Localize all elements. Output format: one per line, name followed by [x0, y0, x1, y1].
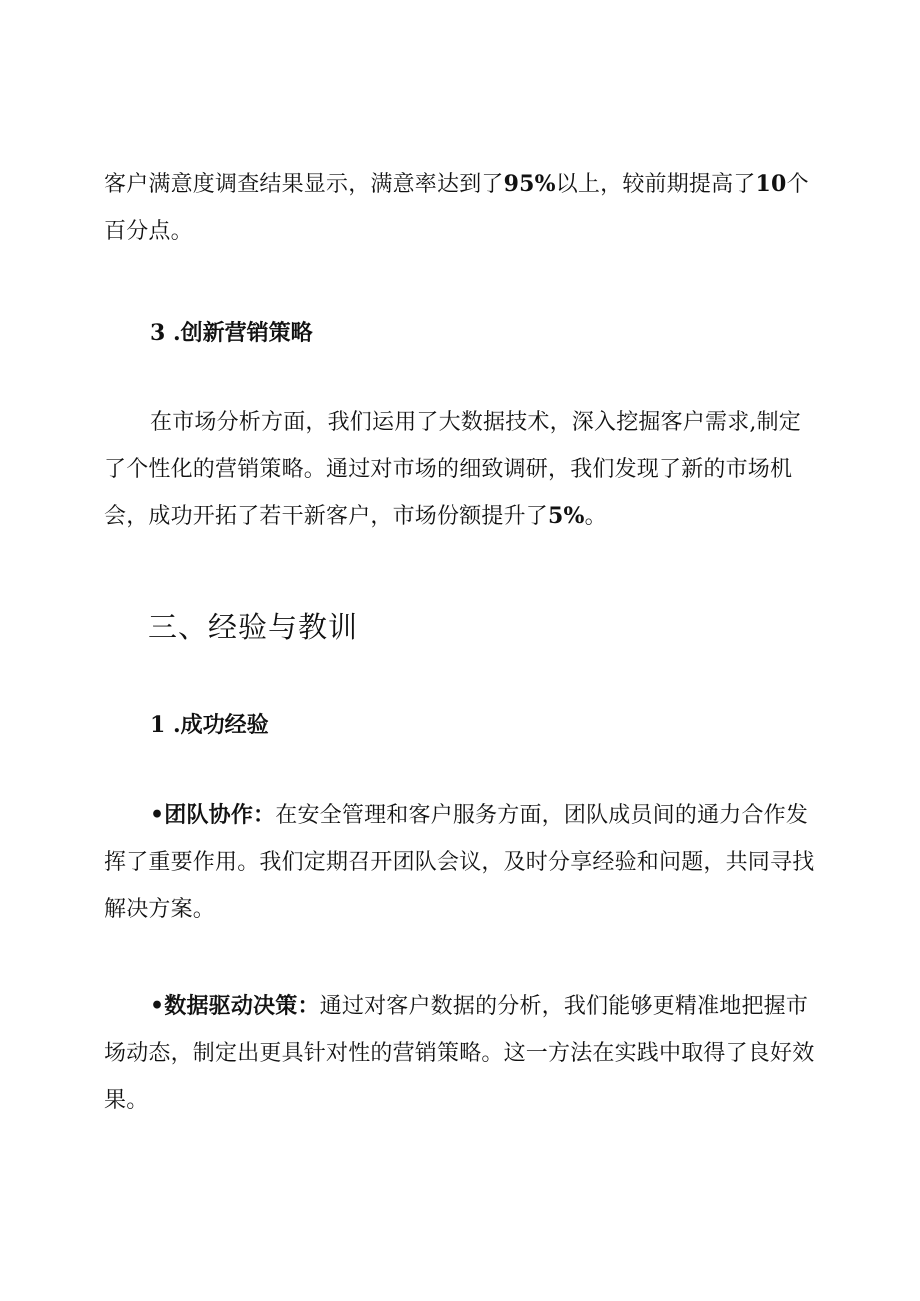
data-driven-title: •数据驱动决策： — [150, 993, 320, 1019]
teamwork-paragraph — [104, 792, 816, 933]
marketing-text-end: 。 — [584, 504, 607, 529]
data-driven-paragraph — [104, 983, 816, 1124]
satisfaction-paragraph — [104, 161, 816, 255]
improvement-points: 10 — [755, 171, 787, 197]
market-share-increase: 5% — [548, 503, 585, 529]
satisfaction-text-2: 以上，较前期提高了 — [555, 172, 756, 197]
marketing-text: 在市场分析方面，我们运用了大数据技术，深入挖掘客户需求,制定了个性化的营销策略。通过对市场的细致调研，我们发现了新的市场机会，成功开拓了若干新客户，市场份额提升了 — [104, 410, 801, 529]
satisfaction-text-3: 个百分点。 — [104, 172, 809, 244]
teamwork-text: 在安全管理和客户服务方面，团队成员间的通力合作发挥了重要作用。我们定期召开团队会议，及时分享经验和问题，共同寻找解决方案。 — [104, 803, 815, 922]
section-title-lessons: 三、经验与教训 — [148, 610, 359, 644]
heading-success-experience: 1 .成功经验 — [150, 712, 269, 738]
satisfaction-rate: 95% — [503, 171, 556, 197]
heading-innovative-marketing: 3 .创新营销策略 — [150, 320, 313, 346]
marketing-paragraph — [104, 399, 816, 540]
satisfaction-text-1: 客户满意度调查结果显示，满意率达到了 — [104, 172, 504, 197]
teamwork-title: •团队协作： — [150, 802, 276, 828]
data-driven-text: 通过对客户数据的分析，我们能够更精准地把握市场动态，制定出更具针对性的营销策略。这一方法在实践中取得了良好效果。 — [104, 994, 815, 1113]
